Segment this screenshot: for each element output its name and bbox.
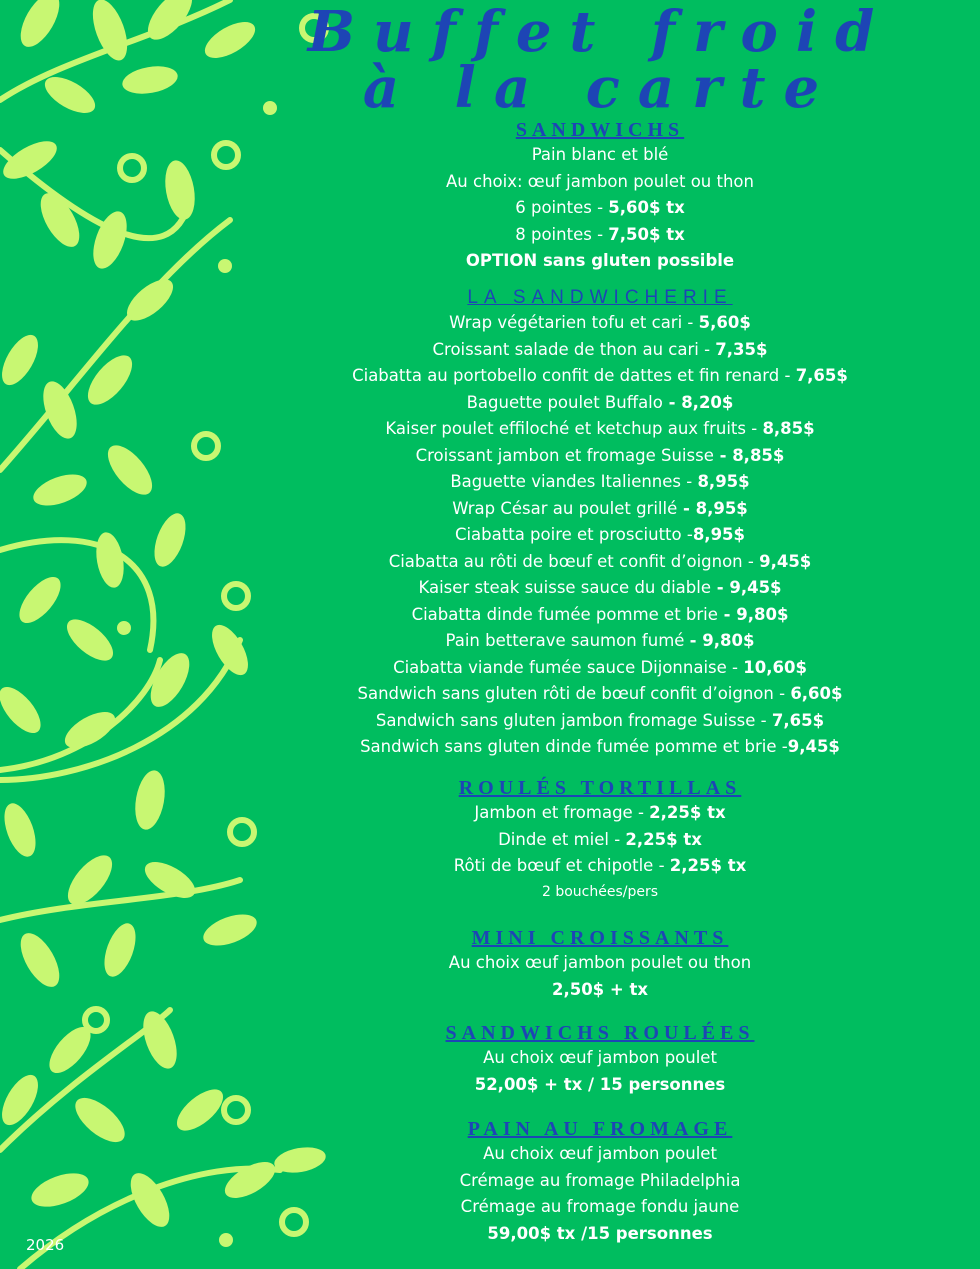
- menu-item: [300, 1072, 900, 1099]
- menu-item: [300, 549, 900, 576]
- menu-item-price: - 8,85$: [713, 445, 785, 465]
- menu-item: [300, 1045, 900, 1072]
- menu-item-text: Ciabatta au rôti de bœuf et confit d’oignon -: [388, 551, 760, 571]
- menu-item: [300, 469, 900, 496]
- menu-item-price: 7,65$: [771, 710, 825, 730]
- decorative-leaves: [0, 0, 340, 1269]
- menu-item-price: 6,60$: [790, 684, 843, 703]
- menu-item: [300, 310, 900, 337]
- menu-item-text: Au choix œuf jambon poulet ou thon: [448, 953, 752, 972]
- section-roules-tortillas: [300, 776, 900, 904]
- menu-item-price: OPTION sans gluten possible: [465, 251, 735, 270]
- menu-item: [300, 853, 900, 880]
- menu-item: [300, 1194, 900, 1221]
- menu-item-text: Ciabatta dinde fumée pomme et brie: [411, 604, 718, 624]
- section-lines: [300, 1045, 900, 1098]
- menu-item-text: Jambon et fromage -: [474, 803, 650, 822]
- menu-item: [300, 827, 900, 854]
- menu-item-price: 5,60$: [698, 313, 751, 332]
- section-heading: ROULÉS TORTILLAS: [458, 777, 742, 799]
- menu-item-text: Ciabatta au portobello confit de dattes et fin renard -: [352, 366, 796, 385]
- menu-item: [300, 1168, 900, 1195]
- menu-item-price: 9,45$: [759, 551, 812, 571]
- menu-item-text: Ciabatta poire et prosciutto -: [454, 525, 693, 544]
- menu-item-text: 6 pointes -: [515, 198, 609, 217]
- menu-item-price: 7,35$: [715, 339, 768, 359]
- menu-item: [300, 142, 900, 169]
- menu-item-price: 52,00$ + tx / 15 personnes: [474, 1074, 726, 1094]
- menu-item-price: 8,85$: [762, 419, 815, 438]
- section-lines: [300, 142, 900, 275]
- menu-item: [300, 734, 900, 761]
- menu-item: [300, 681, 900, 708]
- section-sandwichs-roulees: [300, 1021, 900, 1098]
- menu-item: [300, 222, 900, 249]
- menu-item-text: Sandwich sans gluten rôti de bœuf confit d’oignon -: [357, 684, 791, 703]
- section-pain-au-fromage: [300, 1117, 900, 1247]
- menu-item-text: Ciabatta viande fumée sauce Dijonnaise -: [393, 657, 744, 677]
- menu-item: [300, 337, 900, 364]
- menu-item-text: Croissant salade de thon au cari -: [432, 339, 716, 359]
- menu-item-text: Au choix: œuf jambon poulet ou thon: [446, 171, 754, 191]
- section-mini-croissants: [300, 926, 900, 1003]
- menu-item: [300, 708, 900, 735]
- menu-item-text: Sandwich sans gluten dinde fumée pomme et brie -: [360, 737, 788, 756]
- menu-item-price: 2,25$ tx: [625, 829, 702, 849]
- section-heading: SANDWICHS ROULÉES: [445, 1022, 755, 1044]
- menu-item-text: Croissant jambon et fromage Suisse: [415, 445, 714, 465]
- section-lines: [300, 1141, 900, 1247]
- page-title: Buffet froid à la carte: [307, 0, 893, 121]
- menu-item-price: - 9,45$: [711, 578, 782, 597]
- section-sandwicherie: [300, 286, 900, 761]
- section-lines: [300, 950, 900, 1003]
- menu-item-price: 8,95$: [697, 472, 750, 491]
- menu-item: [300, 443, 900, 470]
- menu-item: [300, 628, 900, 655]
- menu-item: [300, 248, 900, 275]
- menu-item-text: Baguette poulet Buffalo: [466, 392, 663, 412]
- menu-item-price: 2,25$ tx: [649, 803, 726, 822]
- section-heading: SANDWICHS: [515, 119, 685, 141]
- menu-item-text: Kaiser poulet effiloché et ketchup aux fruits -: [385, 419, 763, 438]
- menu-item-price: 5,60$ tx: [608, 198, 685, 217]
- year-label: 2026: [26, 1236, 65, 1254]
- section-lines: [300, 800, 900, 880]
- portion-note: 2 bouchées/pers: [541, 883, 659, 900]
- menu-item: [300, 800, 900, 827]
- menu-item: [300, 195, 900, 222]
- menu-item-price: 7,65$: [795, 366, 848, 385]
- menu-item-text: Wrap César au poulet grillé: [452, 498, 678, 518]
- menu-item-text: Au choix œuf jambon poulet: [483, 1144, 717, 1163]
- menu-item: [300, 363, 900, 390]
- section-sandwichs: [300, 118, 900, 275]
- section-lines: [300, 310, 900, 761]
- menu-item-text: Pain betterave saumon fumé: [445, 631, 690, 650]
- section-heading: LA SANDWICHERIE: [467, 287, 733, 308]
- menu-item-text: Au choix œuf jambon poulet: [483, 1048, 717, 1067]
- section-heading: PAIN AU FROMAGE: [467, 1118, 733, 1140]
- menu-item: [300, 575, 900, 602]
- menu-item: [300, 655, 900, 682]
- section-heading: MINI CROISSANTS: [471, 927, 729, 949]
- menu-item-price: 7,50$ tx: [608, 224, 685, 244]
- menu-item-price: - 9,80$: [689, 631, 755, 650]
- menu-item-text: Pain blanc et blé: [531, 145, 669, 164]
- menu-item: [300, 390, 900, 417]
- menu-item-text: Dinde et miel -: [498, 829, 626, 849]
- menu-item-text: Kaiser steak suisse sauce du diable: [418, 578, 711, 597]
- menu-item-price: 10,60$: [743, 657, 807, 677]
- menu-item-text: Sandwich sans gluten jambon fromage Suisse -: [375, 710, 772, 730]
- menu-item: [300, 522, 900, 549]
- menu-item-text: Rôti de bœuf et chipotle -: [453, 856, 670, 875]
- menu-item: [300, 977, 900, 1004]
- menu-item-price: 2,25$ tx: [669, 856, 747, 875]
- menu-item-text: Crémage au fromage fondu jaune: [460, 1197, 740, 1216]
- menu-item: [300, 496, 900, 523]
- menu-item: [300, 950, 900, 977]
- menu-item-price: - 8,95$: [677, 498, 748, 518]
- menu-item: [300, 1141, 900, 1168]
- menu-item: [300, 1221, 900, 1248]
- menu-item-price: - 8,20$: [662, 392, 734, 412]
- menu-item-price: 9,45$: [787, 737, 840, 756]
- menu-item-price: 2,50$ + tx: [551, 979, 649, 999]
- menu-item: [300, 416, 900, 443]
- menu-item-text: Baguette viandes Italiennes -: [450, 472, 698, 491]
- menu-item-text: 8 pointes -: [515, 224, 609, 244]
- menu-item-price: - 9,80$: [717, 604, 789, 624]
- menu-item-price: 8,95$: [692, 525, 746, 544]
- menu-item-text: Wrap végétarien tofu et cari -: [449, 313, 699, 332]
- menu-item-price: 59,00$ tx /15 personnes: [487, 1223, 713, 1243]
- menu-item-text: Crémage au fromage Philadelphia: [459, 1170, 741, 1190]
- menu-item: [300, 169, 900, 196]
- menu-item: [300, 602, 900, 629]
